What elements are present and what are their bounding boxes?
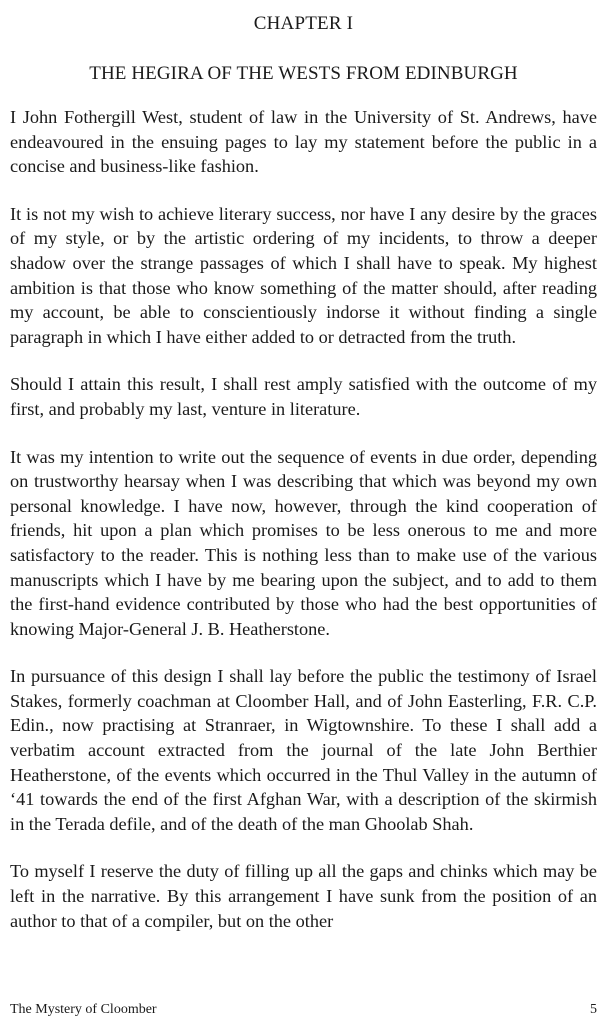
chapter-number: CHAPTER I xyxy=(253,13,354,34)
paragraph: It was my intention to write out the sequence of events in due order, depending on trustworthy hearsay when I was describing that which was beyond my own personal knowledge. I have now, however, through the kind cooperation of friends, hit upon a plan which promises to be less onerous to me and more satisfactory to the reader. This is nothing less than to make use of the various manuscripts which I have by me bearing upon the subject, and to add to them the first-hand evidence contributed by those who had the best opportunities of knowing Major-General J. B. Heatherstone. xyxy=(10,446,597,639)
chapter-title: THE HEGIRA OF THE WESTS FROM EDINBURGH xyxy=(89,63,518,84)
chapter-body xyxy=(10,105,597,956)
paragraph: In pursuance of this design I shall lay before the public the testimony of Israel Stakes, formerly coachman at Cloomber Hall, and of John Easterling, F.R. C.P. Edin., now practising at Stranraer, in Wigtownshire. To these I shall add a verbatim account extracted from the journal of the late John Berthier Heatherstone, of the events which occurred in the Thul Valley in the autumn of ‘41 towards the end of the first Afghan War, with a description of the skirmish in the Terada defile, and of the death of the man Ghoolab Shah. xyxy=(10,666,597,834)
paragraph: Should I attain this result, I shall rest amply satisfied with the outcome of my first, and probably my last, venture in literature. xyxy=(10,374,597,419)
paragraph: It is not my wish to achieve literary success, nor have I any desire by the graces of my style, or by the artistic ordering of my incidents, to throw a deeper shadow over the strange passages of which I shall have to speak. My highest ambition is that those who know something of the matter should, after reading my account, be able to conscientiously indorse it without finding a single paragraph in which I have either added to or detracted from the truth. xyxy=(10,203,597,347)
footer-page-number: 5 xyxy=(590,1002,597,1017)
footer-book-title: The Mystery of Cloomber xyxy=(10,1002,157,1017)
paragraph: I John Fothergill West, student of law in the University of St. Andrews, have endeavoured in the ensuing pages to lay my statement before the public in a concise and business-like fashion. xyxy=(10,107,597,177)
paragraph: To myself I reserve the duty of filling up all the gaps and chinks which may be left in the narrative. By this arrangement I have sunk from the position of an author to that of a compiler, but on the other xyxy=(10,861,597,931)
book-page xyxy=(10,0,597,1036)
